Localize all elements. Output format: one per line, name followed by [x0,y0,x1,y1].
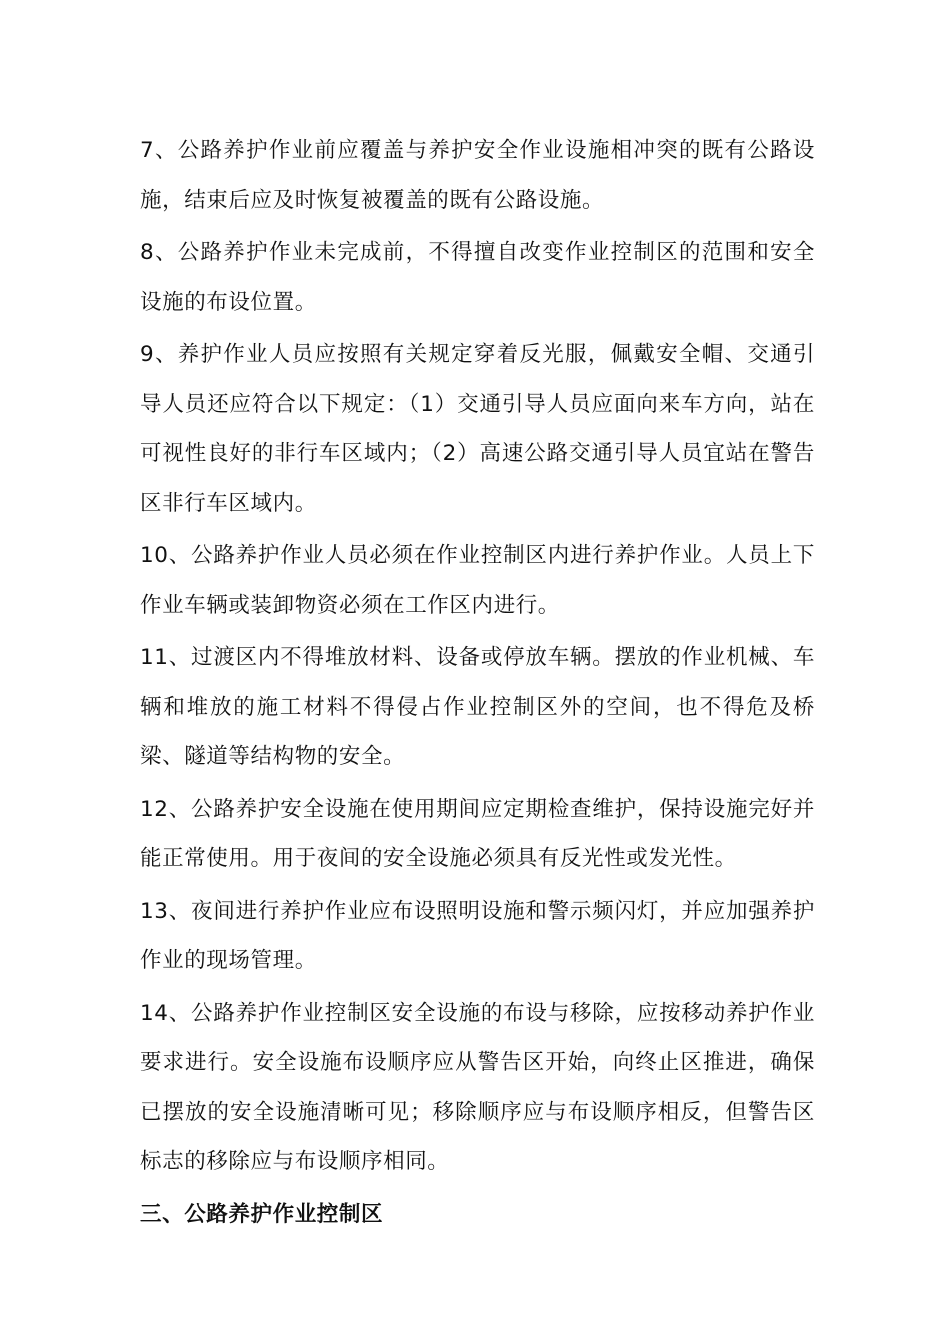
paragraph-7: 7、公路养护作业前应覆盖与养护安全作业设施相冲突的既有公路设施，结束后应及时恢复被覆盖的既有公路设施。 [140,138,815,213]
paragraph-14: 14、公路养护作业控制区安全设施的布设与移除，应按移动养护作业要求进行。安全设施布设顺序应从警告区开始，向终止区推进，确保已摆放的安全设施清晰可见；移除顺序应与布设顺序相反，但警告区标志的移除应与布设顺序相同。 [140,1000,815,1174]
paragraph-11: 11、过渡区内不得堆放材料、设备或停放车辆。摆放的作业机械、车辆和堆放的施工材料不得侵占作业控制区外的空间，也不得危及桥梁、隧道等结构物的安全。 [140,645,815,769]
paragraph-12: 12、公路养护安全设施在使用期间应定期检查维护，保持设施完好并能正常使用。用于夜间的安全设施必须具有反光性或发光性。 [140,796,815,871]
section-heading: 三、公路养护作业控制区 [140,1201,384,1227]
document-body [140,126,815,1239]
paragraph-10: 10、公路养护作业人员必须在作业控制区内进行养护作业。人员上下作业车辆或装卸物资必须在工作区内进行。 [140,543,815,618]
paragraph-13: 13、夜间进行养护作业应布设照明设施和警示频闪灯，并应加强养护作业的现场管理。 [140,898,815,973]
paragraph-8: 8、公路养护作业未完成前，不得擅自改变作业控制区的范围和安全设施的布设位置。 [140,240,815,315]
paragraph-9: 9、养护作业人员应按照有关规定穿着反光服，佩戴安全帽、交通引导人员还应符合以下规定：（1）交通引导人员应面向来车方向，站在可视性良好的非行车区域内；（2）高速公路交通引导人员宜站在警告区非行车区域内。 [140,342,815,516]
